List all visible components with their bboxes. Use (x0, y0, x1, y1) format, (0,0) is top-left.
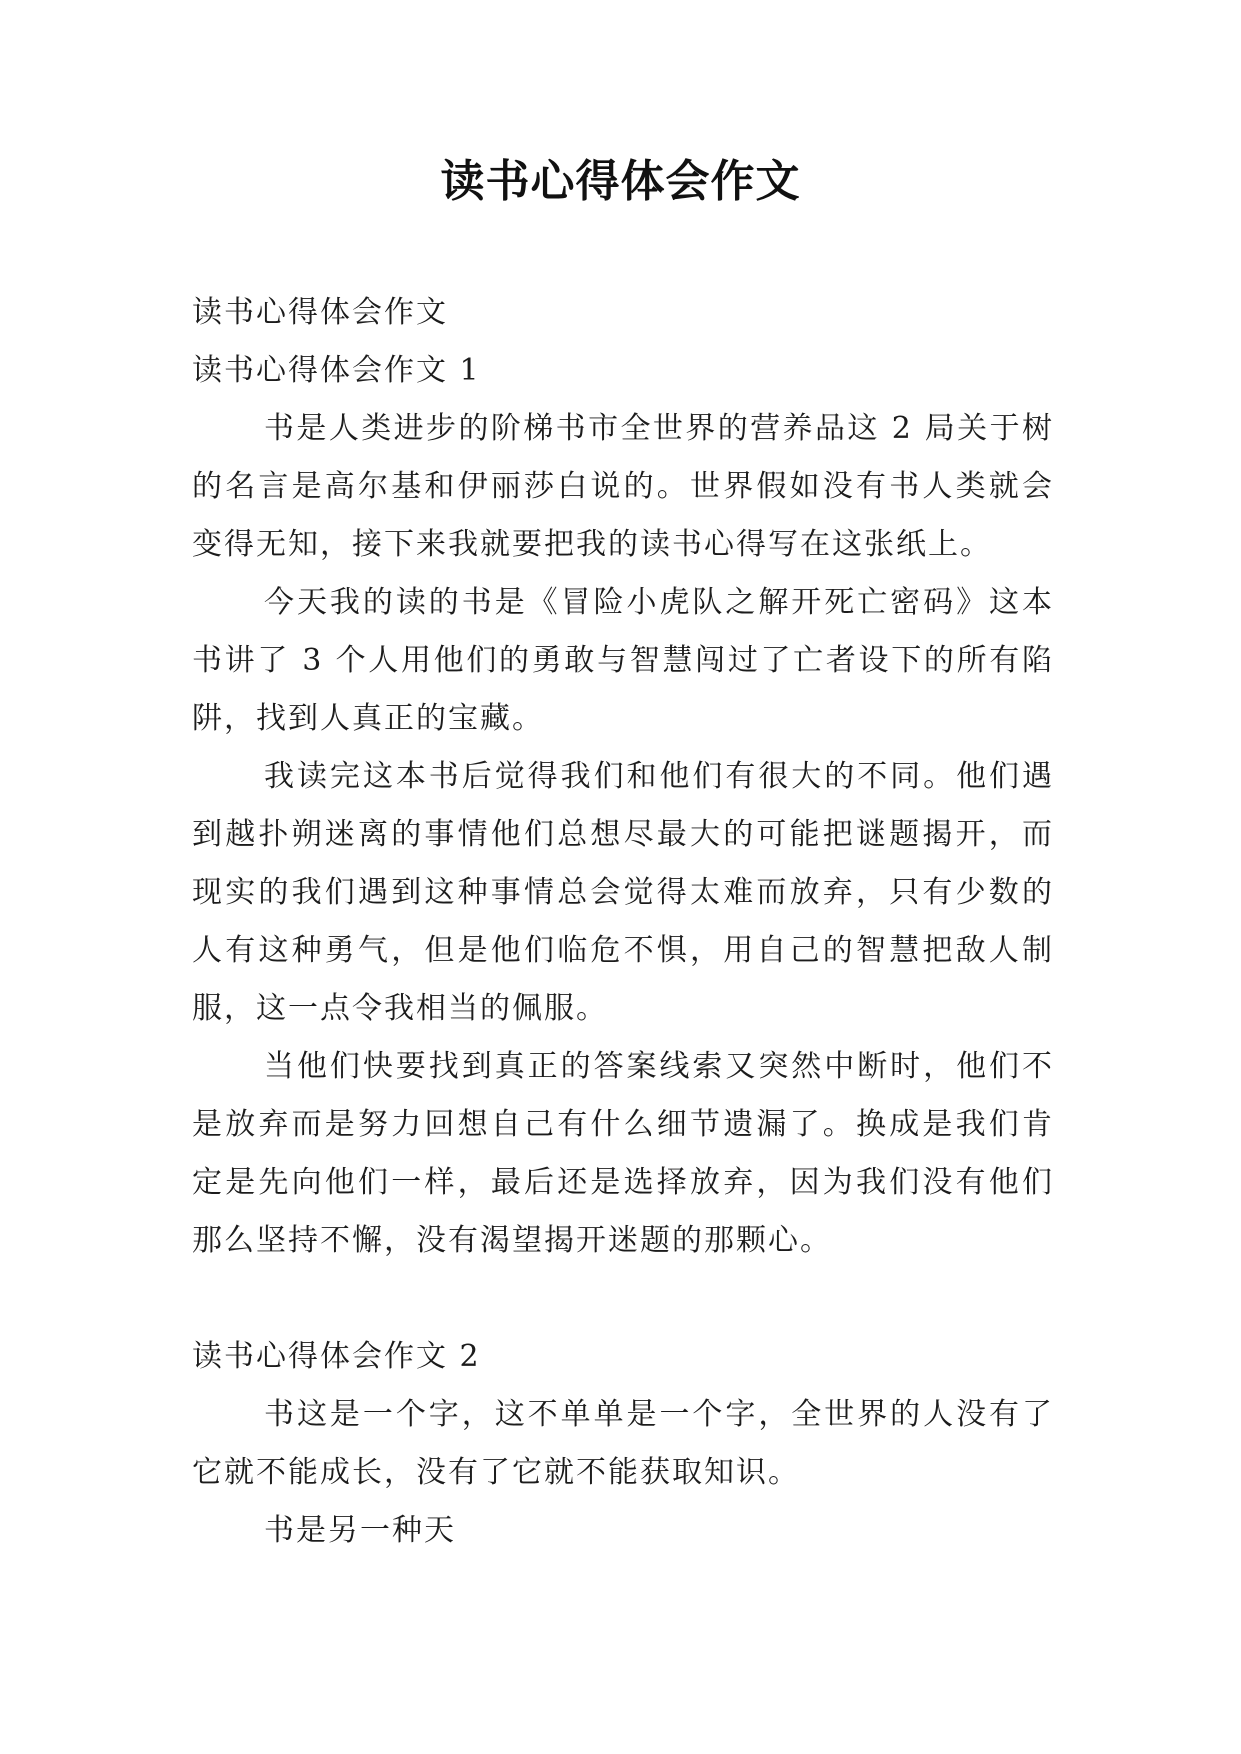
section-spacer (192, 1270, 1054, 1328)
essay-1-heading: 读书心得体会作文 1 (192, 353, 481, 388)
essay-2-paragraph-2: 书是另一种天 (264, 1513, 456, 1548)
essay-1-paragraph-1: 书是人类进步的阶梯书市全世界的营养品这 2 局关于树的名言是高尔基和伊丽莎白说的。世界假如没有书人类就会变得无知，接下来我就要把我的读书心得写在这张纸上。 (192, 411, 1054, 562)
essay-2-paragraph-1: 书这是一个字，这不单单是一个字，全世界的人没有了它就不能成长，没有了它就不能获取知识。 (192, 1397, 1054, 1490)
essay-1-paragraph-3: 我读完这本书后觉得我们和他们有很大的不同。他们遇到越扑朔迷离的事情他们总想尽最大的可能把谜题揭开，而现实的我们遇到这种事情总会觉得太难而放弃，只有少数的人有这种勇气，但是他们临危不惧，用自己的智慧把敌人制服，这一点令我相当的佩服。 (192, 759, 1054, 1026)
essay-1-paragraph-4: 当他们快要找到真正的答案线索又突然中断时，他们不是放弃而是努力回想自己有什么细节遗漏了。换成是我们肯定是先向他们一样，最后还是选择放弃，因为我们没有他们那么坚持不懈，没有渴望揭开迷题的那颗心。 (192, 1049, 1054, 1258)
essay-2-heading: 读书心得体会作文 2 (192, 1339, 481, 1374)
document-title: 读书心得体会作文 (440, 156, 801, 207)
document-subtitle: 读书心得体会作文 (192, 295, 448, 330)
document-body (192, 284, 1054, 1560)
essay-1-paragraph-2: 今天我的读的书是《冒险小虎队之解开死亡密码》这本书讲了 3 个人用他们的勇敢与智慧闯过了亡者设下的所有陷阱，找到人真正的宝藏。 (192, 585, 1054, 736)
